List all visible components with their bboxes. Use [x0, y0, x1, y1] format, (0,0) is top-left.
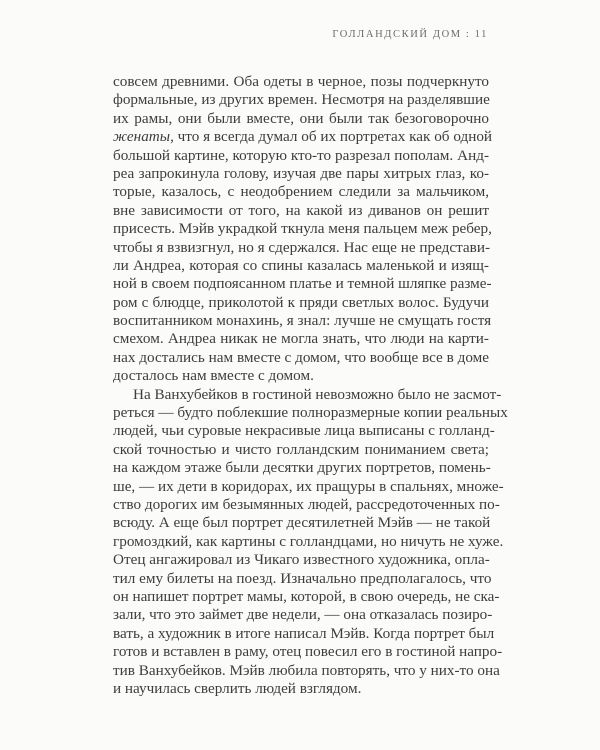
text-line: досталось нам вместе с домом. — [113, 367, 314, 385]
text-line: ше, — их дети в коридорах, их пращуры в спальнях, множе- — [113, 477, 504, 495]
text-line: ской точностью и чисто голландским пониманием света; — [113, 440, 489, 458]
text-line: громоздкий, как картины с голландцами, но ничуть не хуже. — [113, 532, 504, 550]
text-line: смехом. Андреа никак не могла знать, что люди на карти- — [113, 330, 489, 348]
text-line: На Ванхубейков в гостиной невозможно было не засмот- — [133, 385, 502, 403]
text-line: вать, а художник в итоге написал Мэйв. Когда портрет был — [113, 624, 495, 642]
text-line: воспитанником монахинь, я знал: лучше не смущать гостя — [113, 312, 492, 330]
text-line: большой картине, которую кто-то разрезал пополам. Анд- — [113, 146, 489, 164]
text-line: совсем древними. Оба одеты в черное, позы подчеркнуто — [113, 73, 489, 90]
text-line: их рамы, они были вместе, они были так безоговорочно — [113, 109, 489, 127]
paragraph — [113, 385, 508, 699]
text-line: ной в своем подпоясанном платье и темной шляпке разме- — [113, 275, 492, 293]
body-text — [113, 73, 508, 698]
text-line: зали, что это займет две недели, — она отказалась позиро- — [113, 606, 493, 624]
text-line: присесть. Мэйв украдкой ткнула меня пальцем меж ребер, — [113, 220, 492, 238]
text-line: людей, чьи суровые некрасивые лица выписаны с голланд- — [113, 422, 495, 440]
text-line: ство дорогих им безымянных людей, рассредоточенных по- — [113, 495, 500, 513]
text-line: Отец ангажировал из Чикаго известного художника, опла- — [113, 551, 490, 569]
text-line: готов и вставлен в раму, отец повесил его в гостиной напро- — [113, 643, 503, 661]
text-line: нах достались нам вместе с домом, что вообще все в доме — [113, 348, 489, 366]
text-line: всюду. А еще был портрет десятилетней Мэйв — не такой — [113, 514, 491, 532]
text-line: ром с блюдце, приколотой к пряди светлых волос. Будучи — [113, 293, 489, 311]
text-line: тив Ванхубейков. Мэйв любила повторять, что у них-то она — [113, 661, 500, 679]
text-line: чтобы я взвизгнул, но я сдержался. Нас еще не представи- — [113, 238, 491, 256]
text-line: и научилась сверлить людей взглядом. — [113, 679, 362, 697]
text-line: на каждом этаже были десятки других портретов, помень- — [113, 459, 491, 477]
text-line: торые, казалось, с неодобрением следили за мальчиком, — [113, 183, 489, 201]
text-line: тил ему билеты на поезд. Изначально предполагалось, что — [113, 569, 492, 587]
running-header: ГОЛЛАНДСКИЙ ДОМ : 11 — [332, 29, 488, 40]
text-line: реться — будто поблекшие полноразмерные копии реальных — [113, 404, 508, 422]
text-line: ли Андреа, которая со спины казалась маленькой и изящ- — [113, 256, 489, 274]
text-line: формальные, из других времен. Несмотря на разделявшие — [113, 91, 490, 109]
text-line: вне зависимости от того, на какой из диванов он решит — [113, 201, 489, 219]
text-line: реа запрокинула голову, изучая две пары хитрых глаз, ко- — [113, 164, 489, 182]
text-line: он напишет портрет мамы, которой, в свою очередь, не ска- — [113, 587, 500, 605]
text-line: женаты, что я всегда думал об их портретах как об одной — [113, 128, 493, 146]
paragraph — [113, 73, 493, 386]
